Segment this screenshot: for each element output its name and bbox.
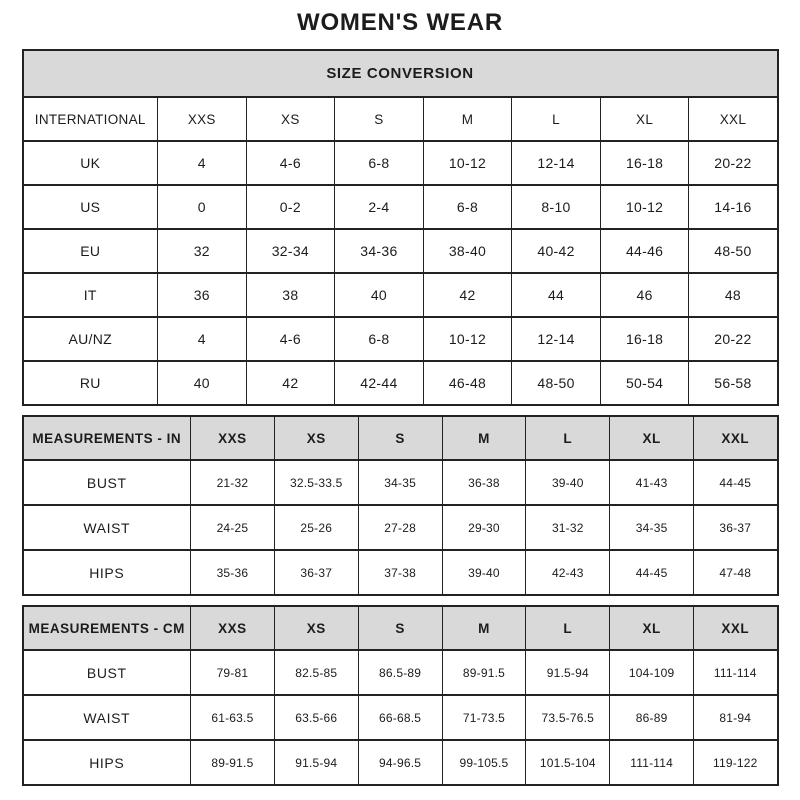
size_conversion-cell: 4: [158, 317, 247, 361]
size_conversion-cell: 4: [158, 141, 247, 185]
measurements_in-cell: 36-38: [442, 460, 526, 505]
size_conversion-cell: 20-22: [689, 141, 778, 185]
measurements-cm-body: [23, 650, 778, 785]
measurements_in-cell: 44-45: [694, 460, 778, 505]
measurements-cm-header-row: [23, 606, 778, 650]
measurements_in-row-label: HIPS: [23, 550, 191, 595]
measurements_cm-column-header: XXL: [694, 606, 778, 650]
measurements_in-row: [23, 460, 778, 505]
measurements_cm-cell: 91.5-94: [526, 650, 610, 695]
measurements_cm-cell: 104-109: [610, 650, 694, 695]
measurements_in-cell: 25-26: [274, 505, 358, 550]
size_conversion-cell: 56-58: [689, 361, 778, 405]
measurements_in-column-header: XXL: [694, 416, 778, 460]
size_conversion-cell: 4-6: [246, 317, 335, 361]
size_conversion-cell: 34-36: [335, 229, 424, 273]
size_conversion-cell: 0: [158, 185, 247, 229]
size_conversion-column-header: INTERNATIONAL: [23, 97, 158, 141]
measurements_in-column-header: S: [358, 416, 442, 460]
measurements_cm-column-header: L: [526, 606, 610, 650]
measurements_cm-column-header: XXS: [191, 606, 275, 650]
measurements_cm-cell: 99-105.5: [442, 740, 526, 785]
measurements_in-row-label: BUST: [23, 460, 191, 505]
measurements-in-table: [22, 415, 779, 596]
measurements_in-cell: 41-43: [610, 460, 694, 505]
size_conversion-cell: 44: [512, 273, 601, 317]
size_conversion-cell: 10-12: [423, 141, 512, 185]
size_conversion-cell: 44-46: [600, 229, 689, 273]
size_conversion-cell: 12-14: [512, 141, 601, 185]
measurements_in-cell: 36-37: [274, 550, 358, 595]
measurements_cm-cell: 82.5-85: [274, 650, 358, 695]
size-conversion-table: [22, 49, 779, 406]
measurements-in-header-row: [23, 416, 778, 460]
measurements_cm-row-label: BUST: [23, 650, 191, 695]
size-conversion-banner-row: [23, 50, 778, 97]
measurements_cm-column-header: XS: [274, 606, 358, 650]
size_conversion-cell: 38: [246, 273, 335, 317]
measurements_cm-row-label: WAIST: [23, 695, 191, 740]
measurements_cm-cell: 119-122: [694, 740, 778, 785]
size_conversion-cell: 40: [335, 273, 424, 317]
measurements_cm-cell: 86-89: [610, 695, 694, 740]
measurements_cm-cell: 86.5-89: [358, 650, 442, 695]
size_conversion-cell: 8-10: [512, 185, 601, 229]
measurements_in-cell: 39-40: [442, 550, 526, 595]
measurements_cm-row: [23, 740, 778, 785]
measurements_in-column-header: XS: [274, 416, 358, 460]
measurements_cm-cell: 101.5-104: [526, 740, 610, 785]
measurements-in-title: MEASUREMENTS - IN: [23, 416, 191, 460]
measurements_cm-column-header: S: [358, 606, 442, 650]
size_conversion-cell: 32: [158, 229, 247, 273]
measurements_cm-cell: 66-68.5: [358, 695, 442, 740]
measurements_cm-cell: 89-91.5: [442, 650, 526, 695]
measurements-cm-title: MEASUREMENTS - CM: [23, 606, 191, 650]
measurements_cm-cell: 94-96.5: [358, 740, 442, 785]
size_conversion-row-label: US: [23, 185, 158, 229]
size_conversion-cell: 32-34: [246, 229, 335, 273]
measurements_in-cell: 29-30: [442, 505, 526, 550]
size-conversion-body: [23, 141, 778, 405]
measurements_in-cell: 34-35: [610, 505, 694, 550]
measurements_in-column-header: XL: [610, 416, 694, 460]
size_conversion-cell: 0-2: [246, 185, 335, 229]
size_conversion-cell: 46-48: [423, 361, 512, 405]
size_conversion-cell: 14-16: [689, 185, 778, 229]
size_conversion-row-label: RU: [23, 361, 158, 405]
size_conversion-column-header: XXS: [158, 97, 247, 141]
measurements_in-cell: 24-25: [191, 505, 275, 550]
measurements_in-cell: 42-43: [526, 550, 610, 595]
measurements_in-cell: 36-37: [694, 505, 778, 550]
size_conversion-row: [23, 229, 778, 273]
size_conversion-cell: 48-50: [689, 229, 778, 273]
measurements_in-column-header: M: [442, 416, 526, 460]
size_conversion-cell: 12-14: [512, 317, 601, 361]
page-title: WOMEN'S WEAR: [297, 9, 503, 36]
size_conversion-column-header: S: [335, 97, 424, 141]
measurements_in-cell: 35-36: [191, 550, 275, 595]
size_conversion-cell: 6-8: [335, 141, 424, 185]
measurements_cm-cell: 61-63.5: [191, 695, 275, 740]
measurements_in-cell: 34-35: [358, 460, 442, 505]
measurements-cm-table: [22, 605, 779, 786]
size_conversion-cell: 20-22: [689, 317, 778, 361]
measurements_in-cell: 37-38: [358, 550, 442, 595]
size_conversion-row: [23, 361, 778, 405]
measurements_in-cell: 44-45: [610, 550, 694, 595]
measurements_cm-cell: 81-94: [694, 695, 778, 740]
size_conversion-cell: 42: [423, 273, 512, 317]
size_conversion-cell: 6-8: [335, 317, 424, 361]
size_conversion-cell: 42: [246, 361, 335, 405]
measurements-in-body: [23, 460, 778, 595]
size_conversion-cell: 50-54: [600, 361, 689, 405]
size_conversion-column-header: XL: [600, 97, 689, 141]
size_conversion-cell: 16-18: [600, 317, 689, 361]
measurements_in-column-header: L: [526, 416, 610, 460]
size_conversion-cell: 10-12: [423, 317, 512, 361]
measurements_cm-cell: 89-91.5: [191, 740, 275, 785]
measurements_cm-cell: 63.5-66: [274, 695, 358, 740]
measurements_cm-cell: 111-114: [610, 740, 694, 785]
size_conversion-row-label: EU: [23, 229, 158, 273]
size_conversion-cell: 10-12: [600, 185, 689, 229]
size_conversion-cell: 48: [689, 273, 778, 317]
measurements_cm-cell: 79-81: [191, 650, 275, 695]
size_conversion-cell: 46: [600, 273, 689, 317]
measurements_in-cell: 32.5-33.5: [274, 460, 358, 505]
size_conversion-column-header: M: [423, 97, 512, 141]
size_conversion-cell: 36: [158, 273, 247, 317]
size_conversion-row-label: UK: [23, 141, 158, 185]
size_conversion-row: [23, 141, 778, 185]
size_conversion-cell: 40-42: [512, 229, 601, 273]
size-conversion-column-header-row: [23, 97, 778, 141]
measurements_in-cell: 39-40: [526, 460, 610, 505]
measurements_cm-cell: 73.5-76.5: [526, 695, 610, 740]
size_conversion-cell: 48-50: [512, 361, 601, 405]
measurements_in-row-label: WAIST: [23, 505, 191, 550]
size_conversion-column-header: L: [512, 97, 601, 141]
measurements_cm-row-label: HIPS: [23, 740, 191, 785]
size-conversion-title: SIZE CONVERSION: [23, 50, 778, 97]
measurements_cm-column-header: XL: [610, 606, 694, 650]
size_conversion-cell: 16-18: [600, 141, 689, 185]
size_conversion-cell: 42-44: [335, 361, 424, 405]
size_conversion-row: [23, 273, 778, 317]
size_conversion-cell: 38-40: [423, 229, 512, 273]
size_conversion-cell: 4-6: [246, 141, 335, 185]
size_conversion-cell: 6-8: [423, 185, 512, 229]
measurements_in-cell: 21-32: [191, 460, 275, 505]
measurements_cm-cell: 111-114: [694, 650, 778, 695]
measurements_cm-column-header: M: [442, 606, 526, 650]
measurements_cm-cell: 71-73.5: [442, 695, 526, 740]
measurements_in-column-header: XXS: [191, 416, 275, 460]
measurements_cm-row: [23, 650, 778, 695]
size_conversion-row: [23, 185, 778, 229]
measurements_in-row: [23, 550, 778, 595]
size_conversion-cell: 2-4: [335, 185, 424, 229]
size_conversion-row-label: AU/NZ: [23, 317, 158, 361]
size_conversion-cell: 40: [158, 361, 247, 405]
size_conversion-row: [23, 317, 778, 361]
measurements_in-cell: 27-28: [358, 505, 442, 550]
measurements_in-cell: 47-48: [694, 550, 778, 595]
measurements_cm-cell: 91.5-94: [274, 740, 358, 785]
size_conversion-column-header: XXL: [689, 97, 778, 141]
measurements_cm-row: [23, 695, 778, 740]
size_conversion-row-label: IT: [23, 273, 158, 317]
size_conversion-column-header: XS: [246, 97, 335, 141]
measurements_in-cell: 31-32: [526, 505, 610, 550]
measurements_in-row: [23, 505, 778, 550]
